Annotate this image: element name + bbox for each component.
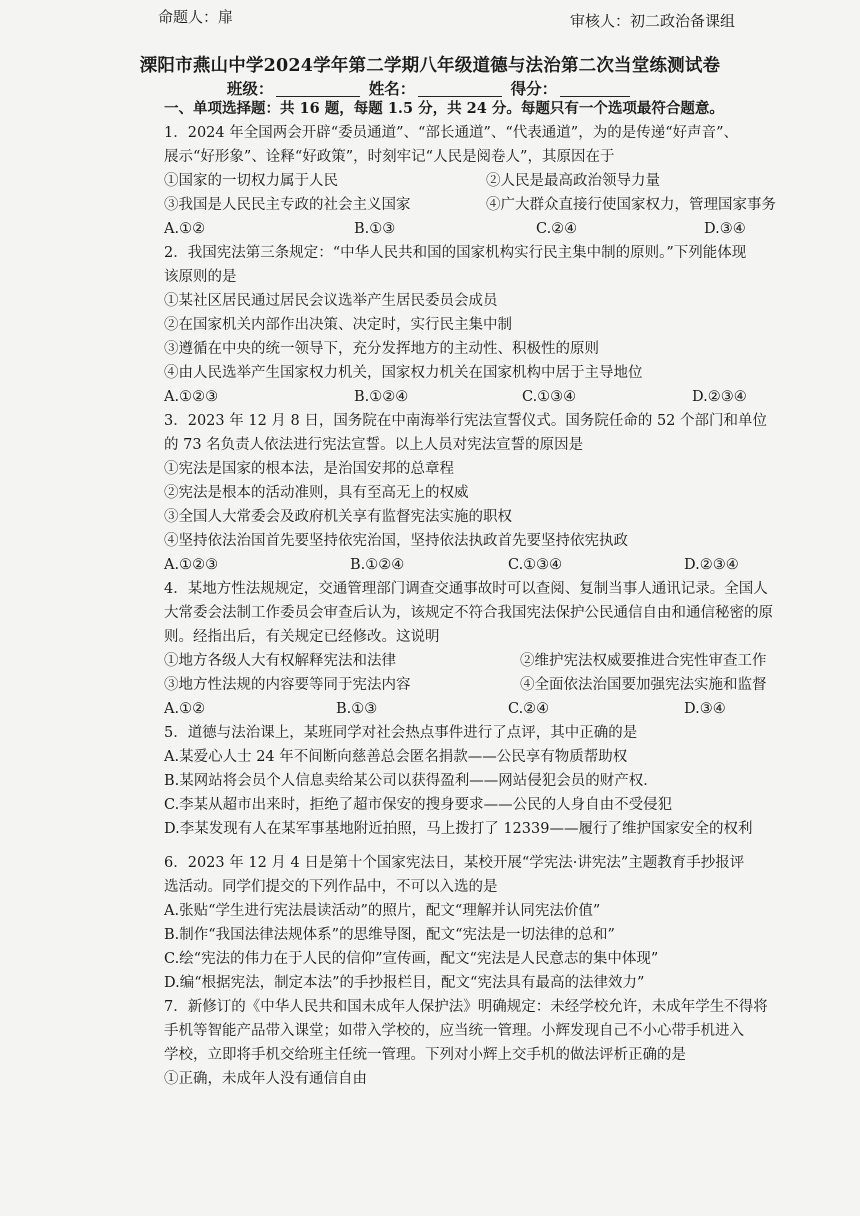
q3-stem-line2: 的 73 名负责人依法进行宪法宣誓。以上人员对宪法宣誓的原因是 [164,437,584,453]
q4-options [164,697,784,721]
q4-option-a[interactable]: A.①② [164,701,206,717]
q1-stem-line2: 展示“好形象”、诠释“好政策”，时刻牢记“人民是阅卷人”，其原因在于 [164,149,615,165]
q4-option-b[interactable]: B.①③ [336,701,378,717]
q1-statements-row1 [164,169,784,193]
q1-statement-4: ④广大群众直接行使国家权力，管理国家事务 [486,197,776,213]
q1-statement-1: ①国家的一切权力属于人民 [164,173,338,189]
q1-option-d[interactable]: D.③④ [704,221,746,237]
q6-stem-line1: 6．2023 年 12 月 4 日是第十个国家宪法日，某校开展“学宪法·讲宪法”主题教育手抄报评 [164,855,745,871]
q5-stem: 5．道德与法治课上，某班同学对社会热点事件进行了点评，其中正确的是 [164,725,638,741]
q1-statement-2: ②人民是最高政治领导力量 [486,173,660,189]
q5-option-b[interactable]: B.某网站将会员个人信息卖给某公司以获得盈利——网站侵犯会员的财产权． [164,773,658,789]
section-heading: 一、单项选择题：共 16 题，每题 1.5 分，共 24 分。每题只有一个选项最符合题意。 [164,100,724,117]
q5-option-a[interactable]: A.某爱心人士 24 年不间断向慈善总会匿名捐款——公民享有物质帮助权 [164,749,628,765]
q4-statements-row2 [164,673,784,697]
q6-option-b[interactable]: B.制作“我国法律法规体系”的思维导图，配文“宪法是一切法律的总和” [164,927,615,943]
q2-option-a[interactable]: A.①②③ [164,389,219,405]
score-label: 得分： [510,79,558,98]
q1-stem-line1: 1．2024 年全国两会开辟“委员通道”、“部长通道”、“代表通道”，为的是传递“好声音”、 [164,125,739,141]
q5-option-c[interactable]: C.李某从超市出来时，拒绝了超市保安的搜身要求——公民的人身自由不受侵犯 [164,797,673,813]
q1-statements-row2 [164,193,784,217]
q7-stem-line1: 7．新修订的《中华人民共和国未成年人保护法》明确规定：未经学校允许，未成年学生不得将 [164,999,768,1015]
q1-option-a[interactable]: A.①② [164,221,206,237]
q1-option-c[interactable]: C.②④ [536,221,578,237]
q4-stem-line1: 4．某地方性法规规定，交通管理部门调查交通事故时可以查阅、复制当事人通讯记录。全国人 [164,581,768,597]
q2-statement-1: ①某社区居民通过居民会议选举产生居民委员会成员 [164,293,498,309]
q4-option-d[interactable]: D.③④ [684,701,726,717]
q7-stem-line3: 学校，立即将手机交给班主任统一管理。下列对小辉上交手机的做法评析正确的是 [164,1047,686,1063]
q2-option-b[interactable]: B.①②④ [354,389,409,405]
q2-option-d[interactable]: D.②③④ [692,389,747,405]
q4-stem-line2: 大常委会法制工作委员会审查后认为，该规定不符合我国宪法保护公民通信自由和通信秘密的原 [164,605,773,621]
q2-option-c[interactable]: C.①③④ [522,389,577,405]
exam-title: 溧阳市燕山中学2024学年第二学期八年级道德与法治第二次当堂练测试卷 [139,56,721,76]
q2-options [164,385,784,409]
q3-stem-line1: 3．2023 年 12 月 8 日，国务院在中南海举行宪法宣誓仪式。国务院任命的 52 个部门和单位 [164,413,768,429]
q1-options [164,217,784,241]
q3-statement-1: ①宪法是国家的根本法，是治国安邦的总章程 [164,461,454,477]
q3-option-d[interactable]: D.②③④ [684,557,739,573]
q4-statement-4: ④全面依法治国要加强宪法实施和监督 [520,677,767,693]
q3-option-b[interactable]: B.①②④ [350,557,405,573]
q6-stem-line2: 选活动。同学们提交的下列作品中，不可以入选的是 [164,879,498,895]
q4-statements-row1 [164,649,784,673]
q2-statement-4: ④由人民选举产生国家权力机关，国家权力机关在国家机构中居于主导地位 [164,365,643,381]
q3-option-a[interactable]: A.①②③ [164,557,219,573]
q3-statement-4: ④坚持依法治国首先要坚持依宪治国，坚持依法执政首先要坚持依宪执政 [164,533,628,549]
q7-stem-line2: 手机等智能产品带入课堂；如带入学校的，应当统一管理。小辉发现自己不小心带手机进入 [164,1023,744,1039]
q2-statement-3: ③遵循在中央的统一领导下，充分发挥地方的主动性、积极性的原则 [164,341,599,357]
name-label: 姓名： [368,79,416,98]
q5-option-d[interactable]: D.李某发现有人在某军事基地附近拍照，马上拨打了 12339——履行了维护国家安全的权利 [164,821,753,837]
q6-option-d[interactable]: D.编“根据宪法，制定本法”的手抄报栏目，配文“宪法具有最高的法律效力” [164,975,645,991]
student-info [0,77,860,99]
class-label: 班级： [226,79,274,98]
reviewer-label: 审核人：初二政治备课组 [570,12,736,30]
q6-option-a[interactable]: A.张贴“学生进行宪法晨读活动”的照片，配文“理解并认同宪法价值” [164,903,601,919]
q6-option-c[interactable]: C.绘“宪法的伟力在于人民的信仰”宣传画，配文“宪法是人民意志的集中体现” [164,951,659,967]
question-content [164,97,784,1091]
q4-statement-2: ②维护宪法权威要推进合宪性审查工作 [520,653,767,669]
header-bar [0,4,860,30]
q1-option-b[interactable]: B.①③ [354,221,396,237]
q3-option-c[interactable]: C.①③④ [508,557,563,573]
q4-option-c[interactable]: C.②④ [508,701,550,717]
q4-stem-line3: 则。经指出后，有关规定已经修改。这说明 [164,629,440,645]
q2-statement-2: ②在国家机关内部作出决策、决定时，实行民主集中制 [164,317,512,333]
q4-statement-1: ①地方各级人大有权解释宪法和法律 [164,653,396,669]
q7-statement-1: ①正确，未成年人没有通信自由 [164,1071,367,1087]
author-label: 命题人：扉 [158,8,234,26]
q3-options [164,553,784,577]
q3-statement-2: ②宪法是根本的活动准则，具有至高无上的权威 [164,485,469,501]
q4-statement-3: ③地方性法规的内容要等同于宪法内容 [164,677,411,693]
spacer [164,841,784,851]
q2-stem-line1: 2．我国宪法第三条规定：“中华人民共和国的国家机构实行民主集中制的原则。”下列能体现 [164,245,747,261]
q2-stem-line2: 该原则的是 [164,269,237,285]
q1-statement-3: ③我国是人民民主专政的社会主义国家 [164,197,411,213]
q3-statement-3: ③全国人大常委会及政府机关享有监督宪法实施的职权 [164,509,512,525]
